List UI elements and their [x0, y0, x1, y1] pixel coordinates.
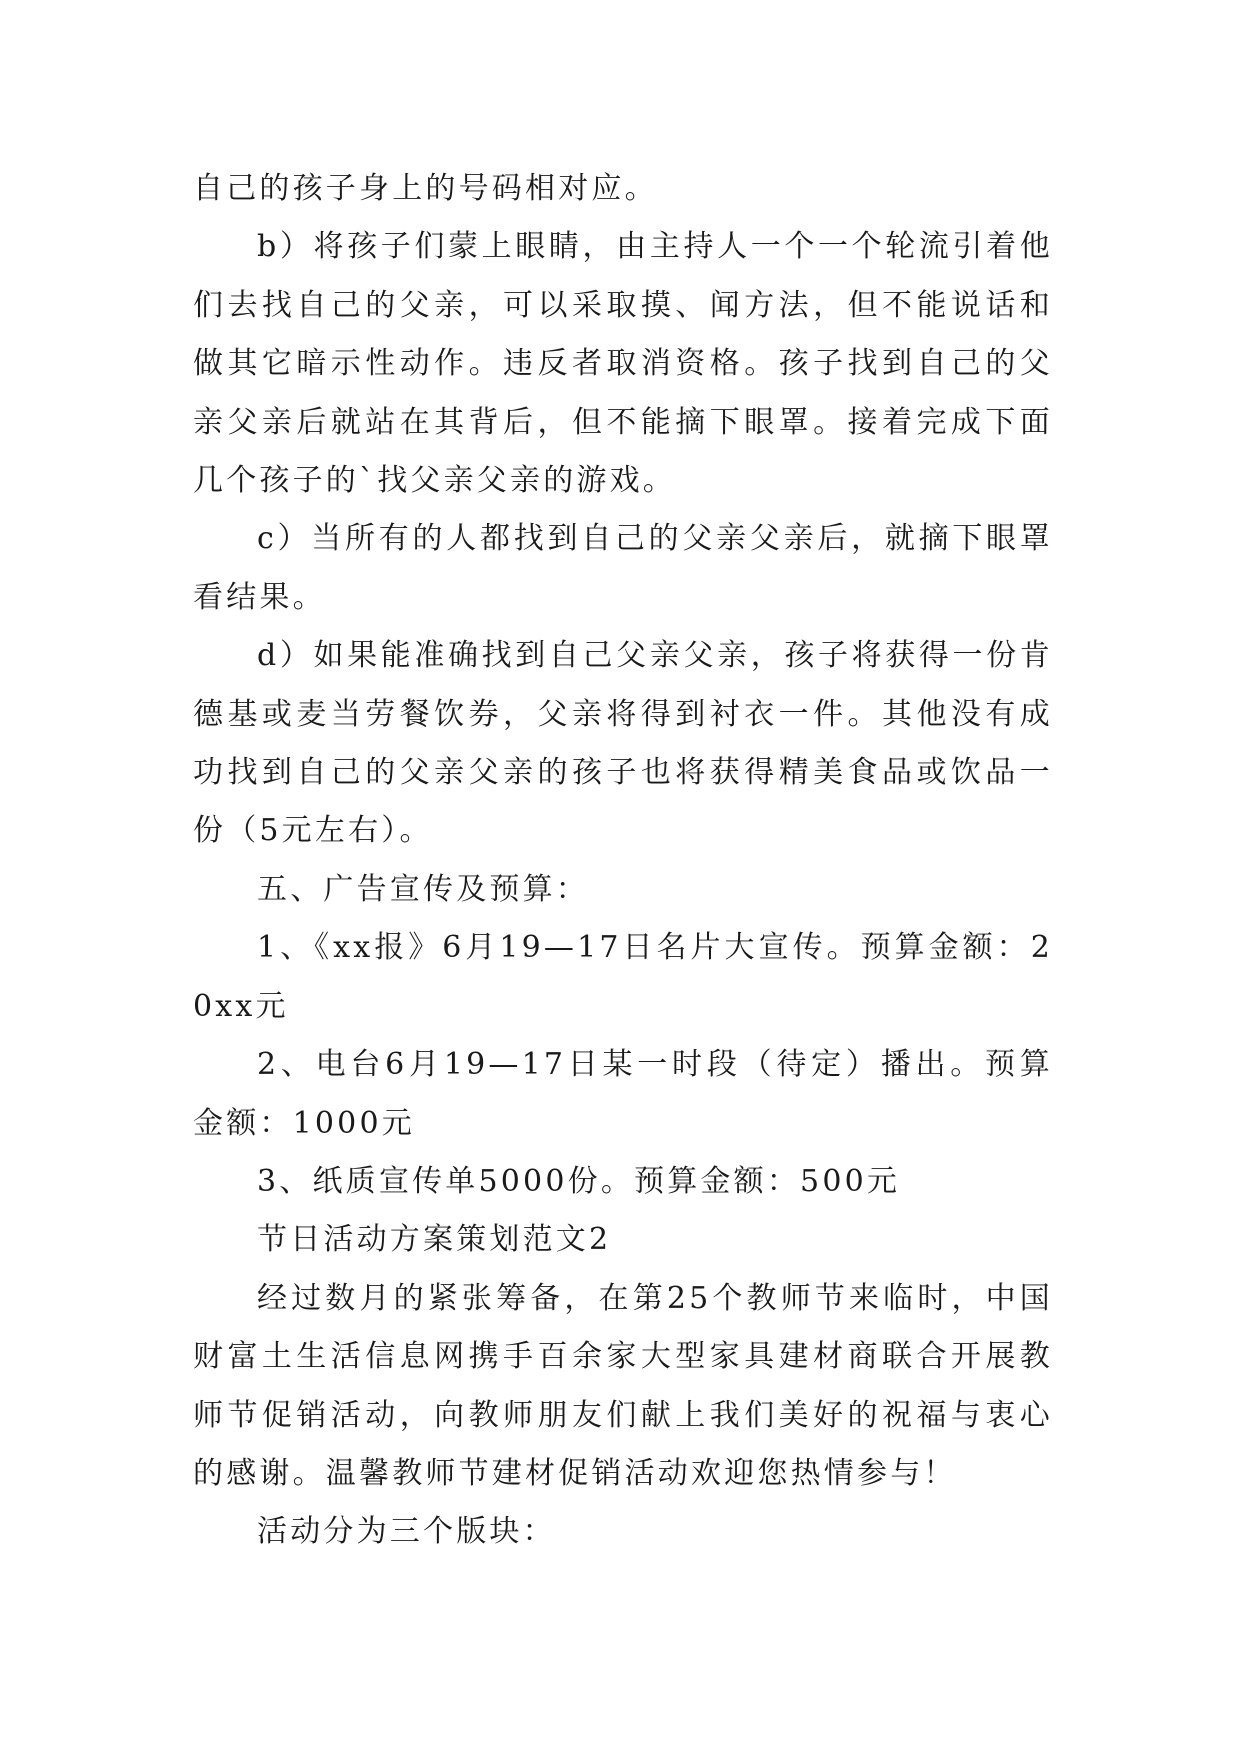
paragraph-activity-sections: 活动分为三个版块：: [257, 1514, 556, 1550]
document-body: [193, 160, 1053, 1562]
budget-item-flyers: 3、纸质宣传单5000份。预算金额：500元: [257, 1163, 901, 1199]
section-heading-advertising-budget: 五、广告宣传及预算：: [257, 871, 589, 907]
paragraph-step-d: d）如果能准确找到自己父亲父亲，孩子将获得一份肯德基或麦当劳餐饮券，父亲将得到衬衣一件。其他没有成功找到自己的父亲父亲的孩子也将获得精美食品或饮品一份（5元左右）。: [193, 638, 1053, 849]
budget-item-radio: 2、电台6月19—17日某一时段（待定）播出。预算金额：1000元: [193, 1047, 1053, 1141]
paragraph-teachers-day-intro: 经过数月的紧张筹备，在第25个教师节来临时，中国财富土生活信息网携手百余家大型家具建材商联合开展教师节促销活动，向教师朋友们献上我们美好的祝福与衷心的感谢。温馨教师节建材促销活动欢迎您热情参与！: [193, 1280, 1053, 1491]
paragraph-continuation: 自己的孩子身上的号码相对应。: [193, 171, 658, 206]
paragraph-step-b: b）将孩子们蒙上眼睛，由主持人一个一个轮流引着他们去找自己的父亲，可以采取摸、闻方法，但不能说话和做其它暗示性动作。违反者取消资格。孩子找到自己的父亲父亲后就站在其背后，但不能摘下眼罩。接着完成下面几个孩子的`找父亲父亲的游戏。: [193, 229, 1053, 499]
paragraph-step-c: c）当所有的人都找到自己的父亲父亲后，就摘下眼罩看结果。: [193, 521, 1053, 615]
budget-item-newspaper: 1、《xx报》6月19—17日名片大宣传。预算金额：20xx元: [193, 930, 1053, 1024]
sample-title: 节日活动方案策划范文2: [257, 1222, 612, 1258]
